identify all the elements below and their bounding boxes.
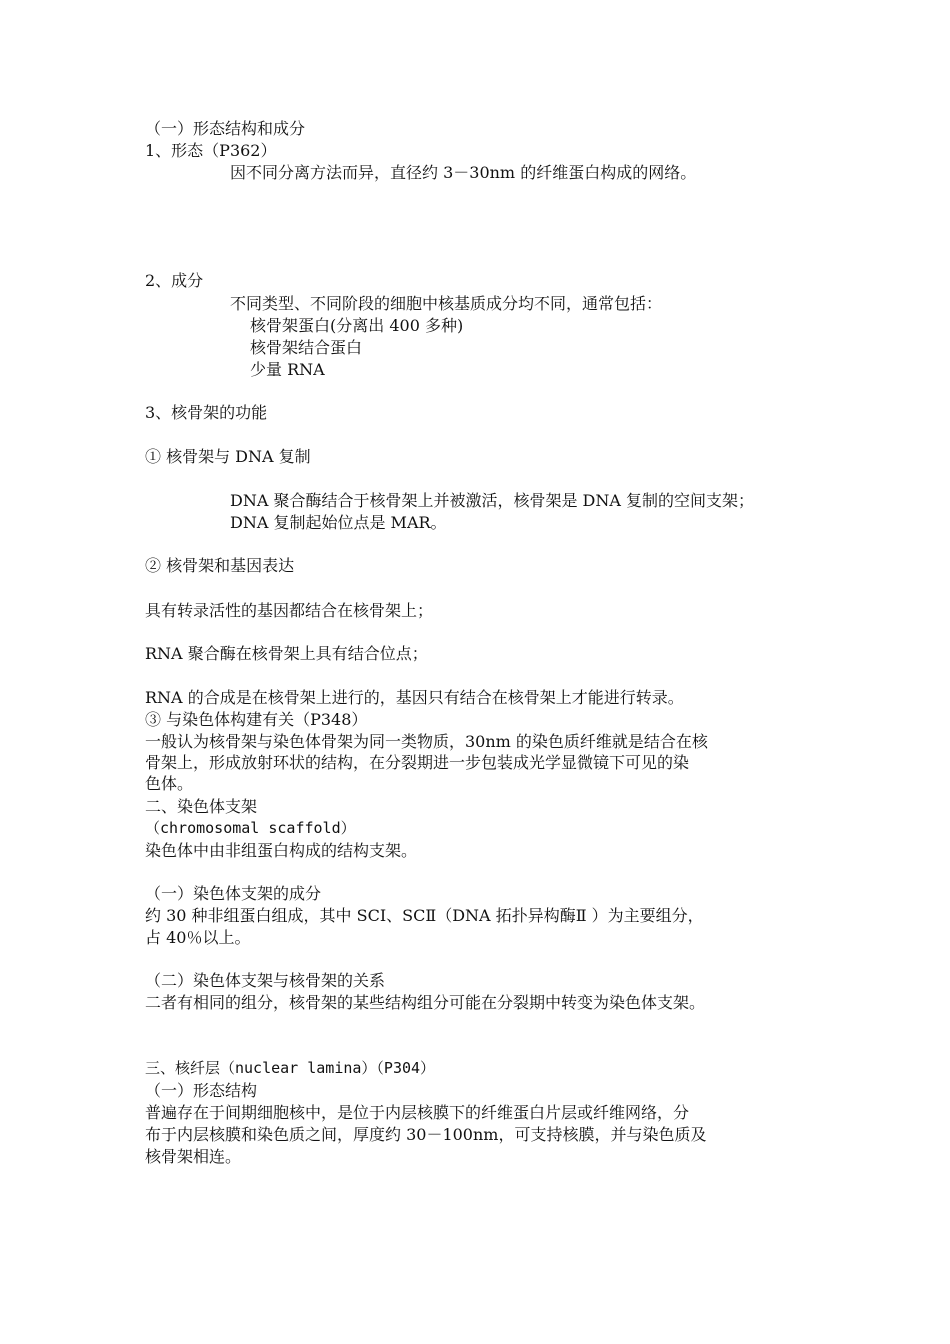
function-1-line: DNA 聚合酶结合于核骨架上并被激活，核骨架是 DNA 复制的空间支架；: [230, 491, 755, 510]
section-heading: （一）形态结构和成分: [145, 119, 306, 138]
section-3-title: 三、核纤层（nuclear lamina）（P304）: [145, 1059, 436, 1077]
morphology-title: 1、形态（P362）: [145, 141, 277, 160]
function-3-line: 一般认为核骨架与染色体骨架为同一类物质，30nm 的染色质纤维就是结合在核: [145, 732, 708, 751]
function-3-title: ③ 与染色体构建有关（P348）: [145, 710, 368, 729]
section-2-definition: 染色体中由非组蛋白构成的结构支架。: [145, 841, 418, 860]
scaffold-relation-body: 二者有相同的组分，核骨架的某些结构组分可能在分裂期中转变为染色体支架。: [145, 993, 706, 1012]
function-2-paragraph: RNA 的合成是在核骨架上进行的，基因只有结合在核骨架上才能进行转录。: [145, 688, 684, 707]
composition-body: 不同类型、不同阶段的细胞中核基质成分均不同，通常包括：: [230, 294, 663, 313]
function-2-paragraph: 具有转录活性的基因都结合在核骨架上；: [145, 601, 434, 620]
function-2-title: ② 核骨架和基因表达: [145, 556, 295, 575]
composition-item: 核骨架结合蛋白: [250, 338, 363, 357]
scaffold-composition-title: （一）染色体支架的成分: [145, 884, 322, 903]
scaffold-relation-title: （二）染色体支架与核骨架的关系: [145, 971, 386, 990]
section-2-title: 二、染色体支架: [145, 797, 258, 816]
composition-item: 少量 RNA: [250, 360, 325, 379]
composition-title: 2、成分: [145, 271, 204, 290]
morphology-body: 因不同分离方法而异，直径约 3－30nm 的纤维蛋白构成的网络。: [230, 163, 697, 182]
scaffold-composition-line: 占 40％以上。: [145, 928, 251, 947]
function-2-paragraph: RNA 聚合酶在核骨架上具有结合位点；: [145, 644, 428, 663]
section-2-english: （chromosomal scaffold）: [145, 819, 356, 837]
function-3-line: 骨架上，形成放射环状的结构，在分裂期进一步包装成光学显微镜下可见的染: [145, 753, 690, 772]
function-1-title: ① 核骨架与 DNA 复制: [145, 447, 311, 466]
function-title: 3、核骨架的功能: [145, 403, 268, 422]
lamina-structure-line: 核骨架相连。: [145, 1147, 242, 1166]
function-1-line: DNA 复制起始位点是 MAR。: [230, 513, 447, 532]
scaffold-composition-line: 约 30 种非组蛋白组成，其中 SCⅠ、SCⅡ（DNA 拓扑异构酶Ⅱ ）为主要组分，: [145, 906, 704, 925]
lamina-structure-line: 普遍存在于间期细胞核中，是位于内层核膜下的纤维蛋白片层或纤维网络，分: [145, 1103, 690, 1122]
composition-item: 核骨架蛋白(分离出 400 多种): [250, 316, 464, 335]
lamina-structure-line: 布于内层核膜和染色质之间，厚度约 30－100nm，可支持核膜，并与染色质及: [145, 1125, 707, 1144]
function-3-line: 色体。: [145, 774, 194, 793]
lamina-structure-title: （一）形态结构: [145, 1081, 258, 1100]
